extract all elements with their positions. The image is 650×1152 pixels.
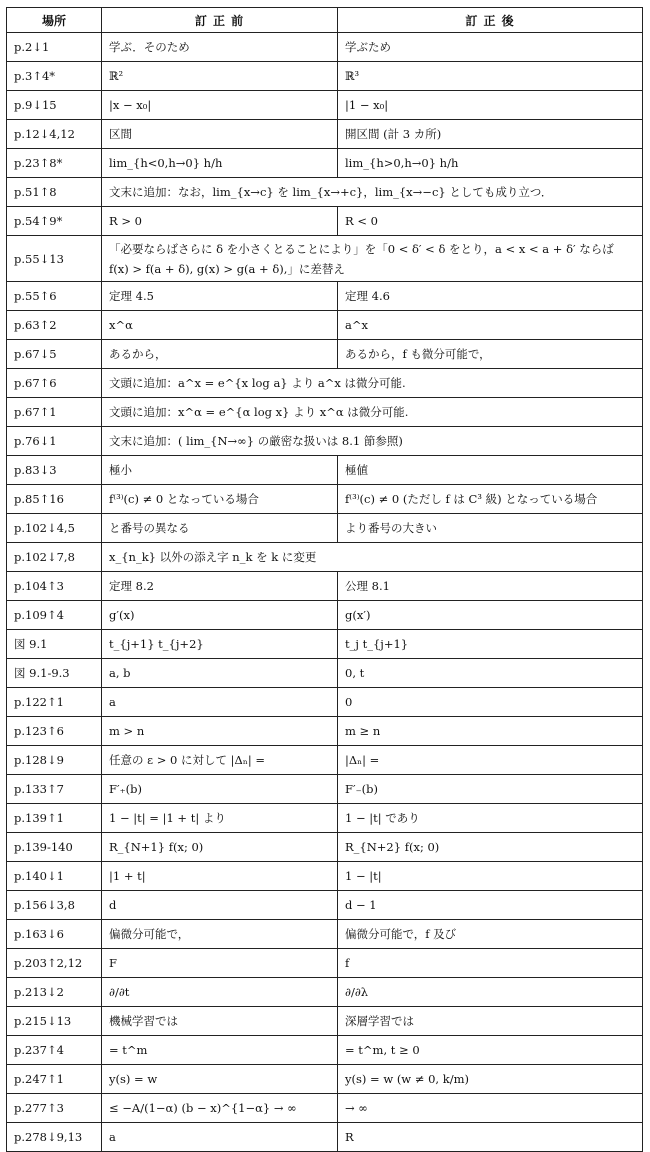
cell-location: p.128↓9 xyxy=(7,746,102,775)
table-row xyxy=(7,746,643,775)
cell-after: a^x xyxy=(338,311,643,340)
cell-after: 0, t xyxy=(338,659,643,688)
table-row xyxy=(7,804,643,833)
cell-after: 開区間 (計 3 カ所) xyxy=(338,120,643,149)
cell-after: 0 xyxy=(338,688,643,717)
cell-merged-correction: 文末に追加：なお，lim_{x→c} を lim_{x→+c}，lim_{x→−c} としても成り立つ． xyxy=(102,178,643,207)
table-row xyxy=(7,978,643,1007)
cell-after: 公理 8.1 xyxy=(338,572,643,601)
cell-after: 極値 xyxy=(338,456,643,485)
cell-location: p.67↓5 xyxy=(7,340,102,369)
cell-location: p.123↑6 xyxy=(7,717,102,746)
cell-before: あるから， xyxy=(102,340,338,369)
table-row xyxy=(7,514,643,543)
cell-before: t_{j+1} t_{j+2} xyxy=(102,630,338,659)
cell-before: 学ぶ．そのため xyxy=(102,33,338,62)
cell-after: より番号の大きい xyxy=(338,514,643,543)
cell-location: p.156↓3,8 xyxy=(7,891,102,920)
cell-location: 図 9.1-9.3 xyxy=(7,659,102,688)
table-row xyxy=(7,33,643,62)
cell-before: lim_{h<0,h→0} h/h xyxy=(102,149,338,178)
cell-before: 機械学習では xyxy=(102,1007,338,1036)
table-row xyxy=(7,149,643,178)
header-location: 場所 xyxy=(7,8,102,33)
cell-location: p.109↑4 xyxy=(7,601,102,630)
table-row xyxy=(7,427,643,456)
cell-after: 1 − |t| xyxy=(338,862,643,891)
cell-before: a xyxy=(102,688,338,717)
cell-after: R xyxy=(338,1123,643,1152)
table-row xyxy=(7,1065,643,1094)
cell-before: ℝ² xyxy=(102,62,338,91)
cell-location: p.102↓4,5 xyxy=(7,514,102,543)
cell-after: → ∞ xyxy=(338,1094,643,1123)
cell-before: m > n xyxy=(102,717,338,746)
table-row xyxy=(7,920,643,949)
cell-location: p.63↑2 xyxy=(7,311,102,340)
cell-location: p.54↑9* xyxy=(7,207,102,236)
cell-after: 深層学習では xyxy=(338,1007,643,1036)
cell-before: |1 + t| xyxy=(102,862,338,891)
cell-location: p.83↓3 xyxy=(7,456,102,485)
errata-rows xyxy=(7,33,643,1152)
table-row xyxy=(7,1123,643,1152)
cell-location: p.76↓1 xyxy=(7,427,102,456)
table-row xyxy=(7,398,643,427)
cell-after: = t^m, t ≥ 0 xyxy=(338,1036,643,1065)
header-after: 訂 正 後 xyxy=(338,8,643,33)
cell-location: p.102↓7,8 xyxy=(7,543,102,572)
table-row xyxy=(7,207,643,236)
cell-before: = t^m xyxy=(102,1036,338,1065)
cell-after: R_{N+2} f(x; 0) xyxy=(338,833,643,862)
cell-location: p.140↓1 xyxy=(7,862,102,891)
cell-merged-correction: 文末に追加：( lim_{N→∞} の厳密な扱いは 8.1 節参照) xyxy=(102,427,643,456)
cell-location: p.139-140 xyxy=(7,833,102,862)
cell-after: m ≥ n xyxy=(338,717,643,746)
cell-location: p.23↑8* xyxy=(7,149,102,178)
table-row xyxy=(7,833,643,862)
cell-before: F xyxy=(102,949,338,978)
cell-before: 偏微分可能で， xyxy=(102,920,338,949)
table-row xyxy=(7,601,643,630)
table-row xyxy=(7,62,643,91)
cell-before: x^α xyxy=(102,311,338,340)
cell-location: p.67↑1 xyxy=(7,398,102,427)
table-row xyxy=(7,485,643,514)
table-row xyxy=(7,1094,643,1123)
table-row xyxy=(7,688,643,717)
table-row xyxy=(7,891,643,920)
cell-before: 定理 8.2 xyxy=(102,572,338,601)
cell-after: g(x′) xyxy=(338,601,643,630)
table-row xyxy=(7,862,643,891)
cell-before: R_{N+1} f(x; 0) xyxy=(102,833,338,862)
cell-after: R < 0 xyxy=(338,207,643,236)
cell-before: ∂/∂t xyxy=(102,978,338,1007)
table-header-row xyxy=(7,8,643,33)
cell-after: f xyxy=(338,949,643,978)
cell-before: 極小 xyxy=(102,456,338,485)
cell-after: 学ぶため xyxy=(338,33,643,62)
cell-after: |1 − x₀| xyxy=(338,91,643,120)
cell-location: p.55↑6 xyxy=(7,282,102,311)
cell-location: p.133↑7 xyxy=(7,775,102,804)
cell-before: F′₊(b) xyxy=(102,775,338,804)
cell-before: a, b xyxy=(102,659,338,688)
cell-after: y(s) = w (w ≠ 0, k/m) xyxy=(338,1065,643,1094)
cell-location: p.12↓4,12 xyxy=(7,120,102,149)
cell-before: g′(x) xyxy=(102,601,338,630)
cell-merged-correction: 文頭に追加：x^α = e^{α log x} より x^α は微分可能. xyxy=(102,398,643,427)
cell-location: p.2↓1 xyxy=(7,33,102,62)
cell-after: 1 − |t| であり xyxy=(338,804,643,833)
cell-location: p.85↑16 xyxy=(7,485,102,514)
cell-after: あるから，f も微分可能で， xyxy=(338,340,643,369)
cell-after: d − 1 xyxy=(338,891,643,920)
table-row xyxy=(7,91,643,120)
cell-location: p.247↑1 xyxy=(7,1065,102,1094)
cell-after: f⁽³⁾(c) ≠ 0 (ただし f は C³ 級) となっている場合 xyxy=(338,485,643,514)
table-row xyxy=(7,659,643,688)
table-row xyxy=(7,369,643,398)
cell-before: 定理 4.5 xyxy=(102,282,338,311)
cell-location: p.51↑8 xyxy=(7,178,102,207)
cell-location: p.9↓15 xyxy=(7,91,102,120)
cell-before: f⁽³⁾(c) ≠ 0 となっている場合 xyxy=(102,485,338,514)
cell-after: lim_{h>0,h→0} h/h xyxy=(338,149,643,178)
table-row xyxy=(7,1036,643,1065)
cell-location: 図 9.1 xyxy=(7,630,102,659)
table-row xyxy=(7,543,643,572)
table-row xyxy=(7,178,643,207)
errata-table-wrapper xyxy=(6,7,643,1152)
cell-after: t_j t_{j+1} xyxy=(338,630,643,659)
header-before: 訂 正 前 xyxy=(102,8,338,33)
cell-before: 区間 xyxy=(102,120,338,149)
cell-location: p.122↑1 xyxy=(7,688,102,717)
cell-location: p.139↑1 xyxy=(7,804,102,833)
table-row xyxy=(7,456,643,485)
cell-location: p.67↑6 xyxy=(7,369,102,398)
table-row xyxy=(7,630,643,659)
cell-location: p.277↑3 xyxy=(7,1094,102,1123)
cell-merged-correction: 文頭に追加：a^x = e^{x log a} より a^x は微分可能. xyxy=(102,369,643,398)
cell-after: ∂/∂λ xyxy=(338,978,643,1007)
cell-location: p.3↑4* xyxy=(7,62,102,91)
table-row xyxy=(7,775,643,804)
table-row xyxy=(7,120,643,149)
cell-after: |Δₙ| = xyxy=(338,746,643,775)
cell-before: R > 0 xyxy=(102,207,338,236)
cell-before: d xyxy=(102,891,338,920)
cell-location: p.203↑2,12 xyxy=(7,949,102,978)
cell-before: と番号の異なる xyxy=(102,514,338,543)
cell-before: a xyxy=(102,1123,338,1152)
cell-location: p.215↓13 xyxy=(7,1007,102,1036)
table-row xyxy=(7,572,643,601)
table-row xyxy=(7,717,643,746)
cell-location: p.278↓9,13 xyxy=(7,1123,102,1152)
table-row xyxy=(7,236,643,282)
cell-merged-correction: x_{n_k} 以外の添え字 n_k を k に変更 xyxy=(102,543,643,572)
table-row xyxy=(7,282,643,311)
cell-location: p.237↑4 xyxy=(7,1036,102,1065)
cell-location: p.55↓13 xyxy=(7,236,102,282)
cell-location: p.104↑3 xyxy=(7,572,102,601)
cell-merged-correction: 「必要ならばさらに δ を小さくとることにより」を「0 < δ′ < δ をとり，a < x < a + δ′ ならば f(x) > f(a + δ), g(x) > g(a + δ),」に差替え xyxy=(102,236,643,282)
cell-location: p.213↓2 xyxy=(7,978,102,1007)
table-row xyxy=(7,1007,643,1036)
errata-table xyxy=(6,7,643,1152)
cell-after: ℝ³ xyxy=(338,62,643,91)
cell-after: F′₋(b) xyxy=(338,775,643,804)
cell-before: ≤ −A/(1−α) (b − x)^{1−α} → ∞ xyxy=(102,1094,338,1123)
cell-after: 偏微分可能で，f 及び xyxy=(338,920,643,949)
cell-before: 1 − |t| = |1 + t| より xyxy=(102,804,338,833)
cell-location: p.163↓6 xyxy=(7,920,102,949)
cell-before: 任意の ε > 0 に対して |Δₙ| = xyxy=(102,746,338,775)
cell-after: 定理 4.6 xyxy=(338,282,643,311)
table-row xyxy=(7,949,643,978)
table-row xyxy=(7,340,643,369)
cell-before: y(s) = w xyxy=(102,1065,338,1094)
table-row xyxy=(7,311,643,340)
cell-before: |x − x₀| xyxy=(102,91,338,120)
